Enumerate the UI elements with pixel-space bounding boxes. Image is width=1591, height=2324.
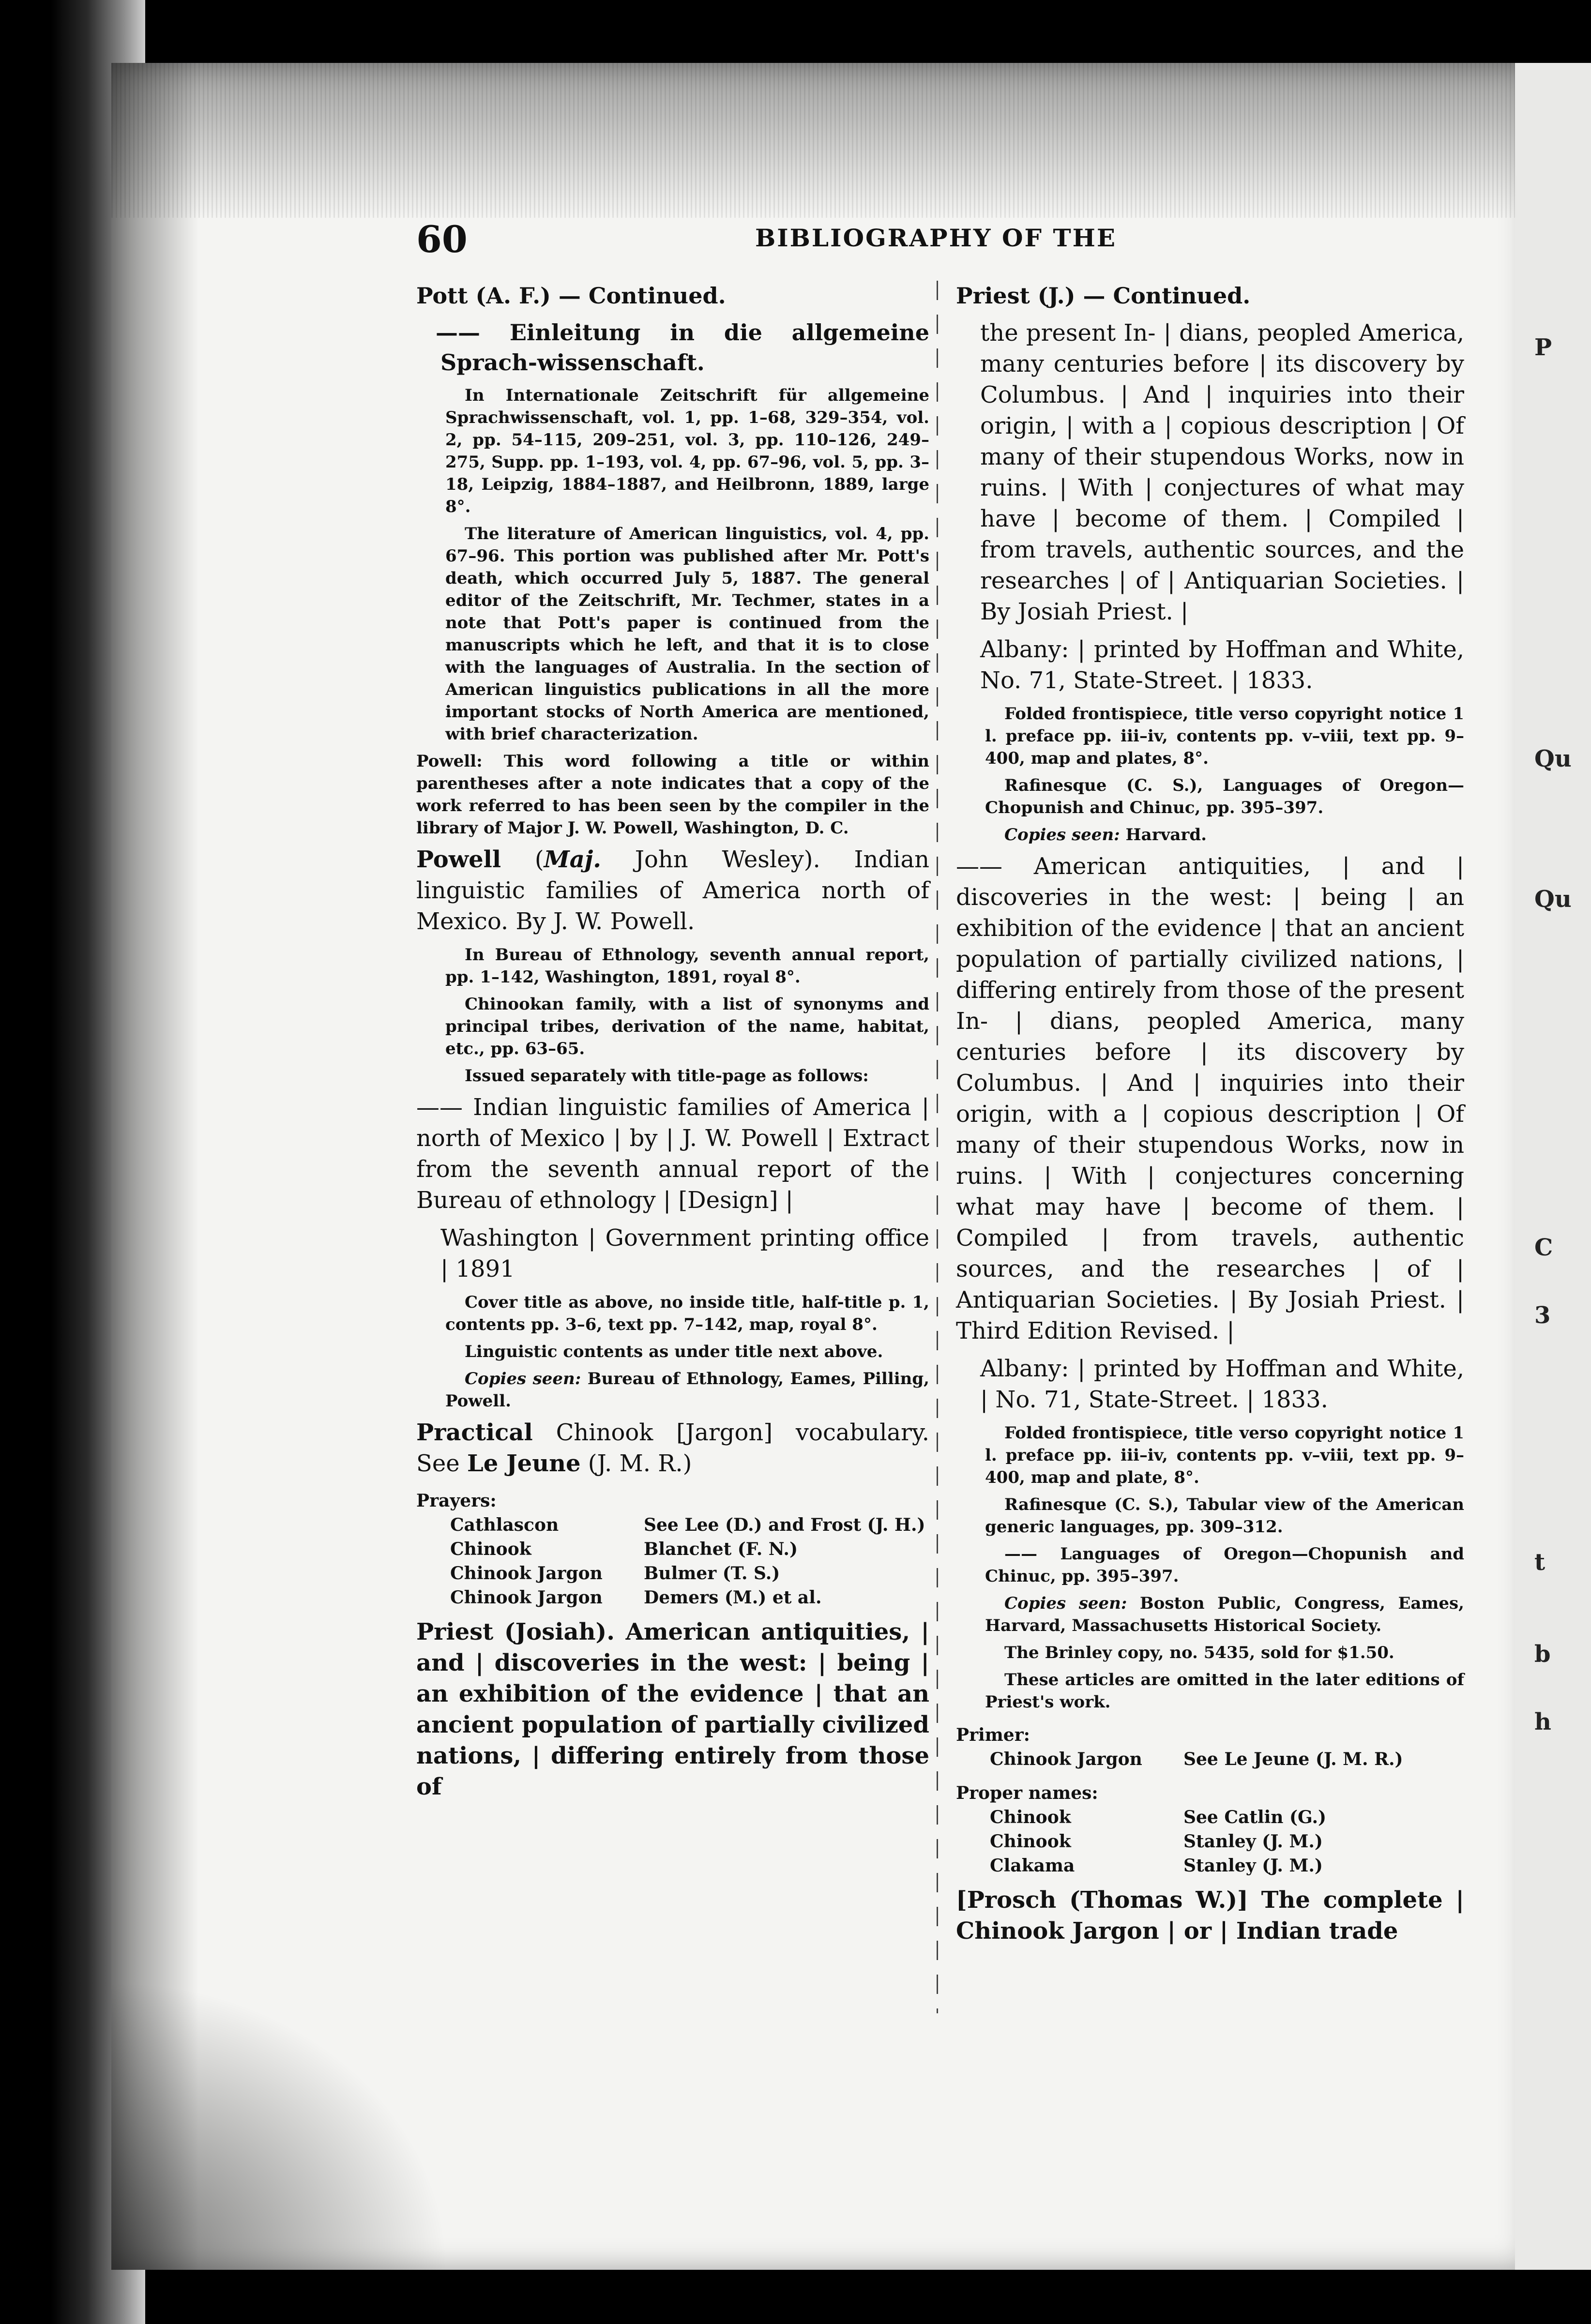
margin-fragment: Qu	[1534, 745, 1572, 772]
entry-note: Cover title as above, no inside title, half-title p. 1, contents pp. 3–6, text pp. 7–142, map, royal 8°.	[445, 1293, 929, 1334]
prayers-block	[416, 1489, 929, 1610]
scan-noise-top	[111, 63, 1530, 218]
copies-seen	[956, 824, 1464, 846]
entry-title: —— Indian linguistic families of America | north of Mexico | by | J. W. Powell | Extract from the seventh annual report of the Bureau of ethnology | [Design] |	[416, 1094, 929, 1214]
entry-name: Priest	[416, 1618, 494, 1645]
entry-practical	[416, 1417, 929, 1479]
entry-imprint: Washington | Government printing office | 1891	[440, 1224, 929, 1283]
entry-title: (Josiah). American antiquities, | and | discoveries in the west: | being | an exhibition of the evidence | that an ancient population of partially civilized nations, | differing entirely from those of	[416, 1618, 929, 1800]
scan-shadow-left	[111, 63, 198, 2270]
ref-language: Chinook	[990, 1831, 1071, 1852]
primer-block	[956, 1723, 1464, 1771]
entry-note: Folded frontispiece, title verso copyright notice 1 l. preface pp. iii–iv, contents pp. v–viii, text pp. 9–400, map and plates, 8°.	[985, 704, 1464, 768]
ref-author: Blanchet (F. N.)	[644, 1539, 798, 1559]
ref-author: Demers (M.) et al.	[644, 1587, 822, 1608]
ref-row	[956, 1747, 1464, 1771]
powell-note: Powell: This word following a title or within parentheses after a note indicates that a copy of the work referred to has been seen by the compiler in the library of Major J. W. Powell, Washington, D. C.	[416, 752, 929, 838]
ref-row	[956, 1829, 1464, 1854]
entry-title: Chinook [Jargon] vocabulary. See	[416, 1419, 929, 1477]
copies-seen	[416, 1368, 929, 1412]
entry-note: Folded frontispiece, title verso copyright notice 1 l. preface pp. iii–iv, contents pp. v–viii, text pp. 9–400, map and plate, 8°.	[985, 1423, 1464, 1487]
entry-note: In Bureau of Ethnology, seventh annual report, pp. 1–142, Washington, 1891, royal 8°.	[445, 945, 929, 987]
margin-fragment: P	[1534, 334, 1552, 361]
left-column	[416, 281, 929, 1809]
entry-note: —— Languages of Oregon—Chopunish and Chinuc, pp. 395–397.	[985, 1544, 1464, 1586]
ref-author: See Le Jeune (J. M. R.)	[1183, 1749, 1403, 1769]
running-title: BIBLIOGRAPHY OF THE	[755, 224, 1117, 252]
copies-seen	[956, 1592, 1464, 1637]
entry-note: Rafinesque (C. S.), Tabular view of the American generic languages, pp. 309–312.	[985, 1495, 1464, 1537]
entry-note: Chinookan family, with a list of synonyms and principal tribes, derivation of the name, habitat, etc., pp. 63–65.	[445, 995, 929, 1058]
margin-fragment: 3	[1534, 1302, 1551, 1329]
entry-heading: Pott (A. F.) — Continued.	[416, 283, 726, 309]
ref-row	[956, 1854, 1464, 1878]
copies-seen-list: Boston Public, Congress, Eames, Harvard, Massachusetts Historical Society.	[985, 1594, 1464, 1635]
entry-prosch: [Prosch (Thomas W.)] The complete | Chinook Jargon | or | Indian trade	[956, 1886, 1464, 1945]
scan-shadow-bottom	[111, 1979, 450, 2270]
entry-title: the present In- | dians, peopled America, many centuries before | its discovery by Columbus. | And | inquiries into their origin, | with a | copious description | Of many of their stupendous Works, now in ruins. | With | conjectures of what may have | become of them. | Compiled | from travels, authentic sources, and the researches | of | Antiquarian Societies. | By Josiah Priest. |	[980, 319, 1464, 625]
entry-rank: Maj.	[544, 846, 601, 873]
entry-powell	[416, 844, 929, 937]
primer-label: Primer:	[956, 1725, 1030, 1745]
ref-author: Stanley (J. M.)	[1183, 1856, 1323, 1876]
ref-row	[416, 1537, 929, 1561]
see-reference: Le Jeune	[467, 1450, 581, 1477]
ref-language: Cathlascon	[450, 1515, 559, 1535]
ref-row	[416, 1585, 929, 1610]
margin-fragment: C	[1534, 1234, 1553, 1261]
ref-author: See Lee (D.) and Frost (J. H.)	[644, 1515, 925, 1535]
entry-title: John Wesley). Indian linguistic families of America north of Mexico. By J. W. Powell.	[416, 846, 930, 935]
entry-imprint: Albany: | printed by Hoffman and White, No. 71, State-Street. | 1833.	[980, 636, 1464, 694]
facing-page-edge	[1515, 63, 1591, 2270]
ref-author: Stanley (J. M.)	[1183, 1831, 1323, 1852]
entry-imprint: Albany: | printed by Hoffman and White, | No. 71, State-Street. | 1833.	[980, 1355, 1464, 1413]
copies-seen-label: Copies seen:	[465, 1369, 581, 1388]
column-rule	[937, 281, 938, 2013]
entry-note: Linguistic contents as under title next above.	[465, 1342, 883, 1361]
ref-language: Chinook	[450, 1539, 531, 1559]
page-number: 60	[416, 218, 468, 261]
entry-title: —— Einleitung in die allgemeine Sprach-wissenschaft.	[436, 319, 929, 376]
entry-priest	[416, 1616, 929, 1802]
ref-row	[416, 1513, 929, 1537]
entry-name: Powell	[416, 846, 501, 873]
entry-title: —— American antiquities, | and | discoveries in the west: | being | an exhibition of the evidence | that an ancient population of partially civilized nations, | differing entirely from those of the present In- | dians, peopled America, many centuries before | its discovery by Columbus. | And | inquiries into their origin, with a | copious description | Of many of their stupendous Works, now in ruins. | With | conjectures concerning what may have | become of them. | Compiled | from travels, authentic sources, and the researches | of | Antiquarian Societies. | By Josiah Priest. | Third Edition Revised. |	[956, 853, 1464, 1344]
ref-language: Chinook Jargon	[450, 1563, 603, 1584]
entry-heading: Priest (J.) — Continued.	[956, 283, 1251, 309]
margin-fragment: h	[1534, 1708, 1551, 1735]
copies-seen-label: Copies seen:	[1004, 825, 1120, 845]
entry-tail: (J. M. R.)	[580, 1450, 692, 1477]
entry-note: These articles are omitted in the later editions of Priest's work.	[985, 1670, 1464, 1712]
entry-note: The Brinley copy, no. 5435, sold for $1.50.	[1004, 1643, 1394, 1662]
ref-language: Clakama	[990, 1856, 1075, 1876]
entry-note: Rafinesque (C. S.), Languages of Oregon—Chopunish and Chinuc, pp. 395–397.	[985, 776, 1464, 817]
ref-language: Chinook	[990, 1807, 1071, 1827]
entry-name: Practical	[416, 1419, 533, 1446]
proper-names-block	[956, 1781, 1464, 1878]
ref-language: Chinook Jargon	[990, 1749, 1142, 1769]
entry-note: In Internationale Zeitschrift für allgemeine Sprachwissenschaft, vol. 1, pp. 1–68, 329–354, vol. 2, pp. 54–115, 209–251, vol. 3, pp. 110–126, 249–275, Supp. pp. 1–193, vol. 4, pp. 67–96, vol. 5, pp. 3–18, Leipzig, 1884–1887, and Heilbronn, 1889, large 8°.	[445, 386, 929, 516]
copies-seen-list: Bureau of Ethnology, Eames, Pilling, Powell.	[445, 1369, 930, 1411]
ref-author: Bulmer (T. S.)	[644, 1563, 780, 1584]
margin-fragment: Qu	[1534, 886, 1572, 913]
ref-author: See Catlin (G.)	[1183, 1807, 1327, 1827]
right-column	[956, 281, 1464, 1953]
proper-names-label: Proper names:	[956, 1783, 1098, 1803]
ref-row	[956, 1805, 1464, 1829]
ref-language: Chinook Jargon	[450, 1587, 603, 1608]
entry-title-pre: (	[534, 846, 544, 873]
copies-seen-label: Copies seen:	[1004, 1594, 1127, 1613]
entry-note: The literature of American linguistics, vol. 4, pp. 67–96. This portion was published after Mr. Pott's death, which occurred July 5, 1887. The general editor of the Zeitschrift, Mr. Techmer, states in a note that Pott's paper is continued from the manuscripts which he left, and that it is to close with the languages of Australia. In the section of American linguistics publications in all the more important stocks of North America are mentioned, with brief characterization.	[445, 524, 929, 744]
prayers-label: Prayers:	[416, 1491, 497, 1511]
copies-seen-list: Harvard.	[1120, 825, 1207, 845]
ref-row	[416, 1561, 929, 1585]
margin-fragment: t	[1534, 1549, 1546, 1576]
entry-note: Issued separately with title-page as follows:	[465, 1066, 869, 1086]
margin-fragment: b	[1534, 1641, 1551, 1668]
